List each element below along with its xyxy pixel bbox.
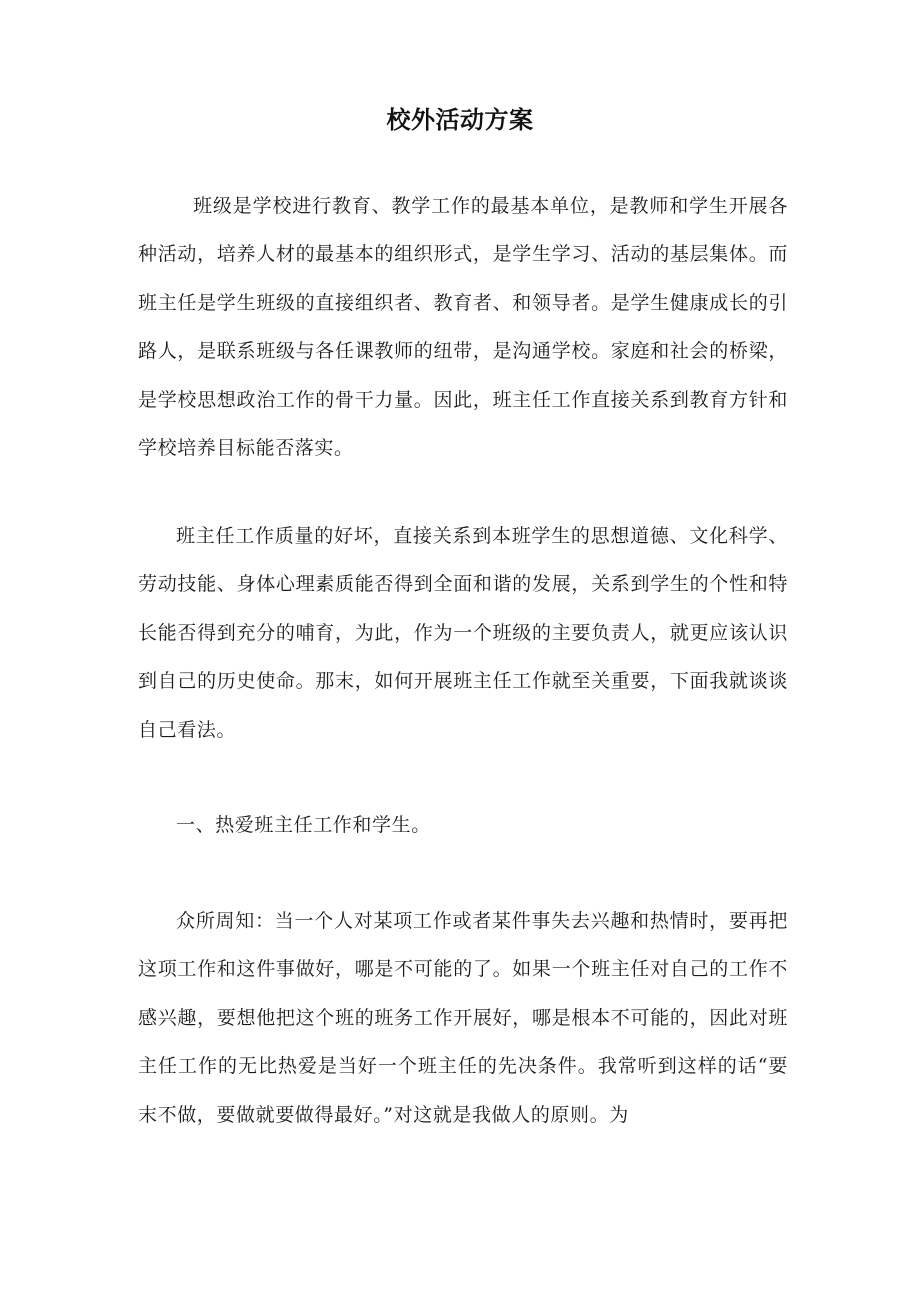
section-heading-one: 一、热爱班主任工作和学生。 bbox=[176, 814, 431, 836]
paragraph-intro: 班级是学校进行教育、教学工作的最基本单位，是教师和学生开展各种活动，培养人材的最基本的组织形式，是学生学习、活动的基层集体。而班主任是学生班级的直接组织者、教育者、和领导者。是学生健康成长的引路人，是联系班级与各任课教师的纽带，是沟通学校。家庭和社会的桥梁，是学校思想政治工作的骨干力量。因此，班主任工作直接关系到教育方针和学校培养目标能否落实。 bbox=[138, 195, 788, 460]
paragraph-love-work: 众所周知：当一个人对某项工作或者某件事失去兴趣和热情时，要再把这项工作和这件事做好，哪是不可能的了。如果一个班主任对自己的工作不感兴趣，要想他把这个班的班务工作开展好，哪是根本不可能的，因此对班主任工作的无比热爱是当好一个班主任的先决条件。我常听到这样的话“要末不做，要做就要做得最好。”对这就是我做人的原则。为 bbox=[138, 910, 788, 1126]
document-title: 校外活动方案 bbox=[386, 106, 534, 135]
paragraph-quality: 班主任工作质量的好坏，直接关系到本班学生的思想道德、文化科学、劳动技能、身体心理素质能否得到全面和谐的发展，关系到学生的个性和特长能否得到充分的哺育，为此，作为一个班级的主要负责人，就更应该认识到自己的历史使命。那末，如何开展班主任工作就至关重要，下面我就谈谈自己看法。 bbox=[138, 525, 788, 741]
